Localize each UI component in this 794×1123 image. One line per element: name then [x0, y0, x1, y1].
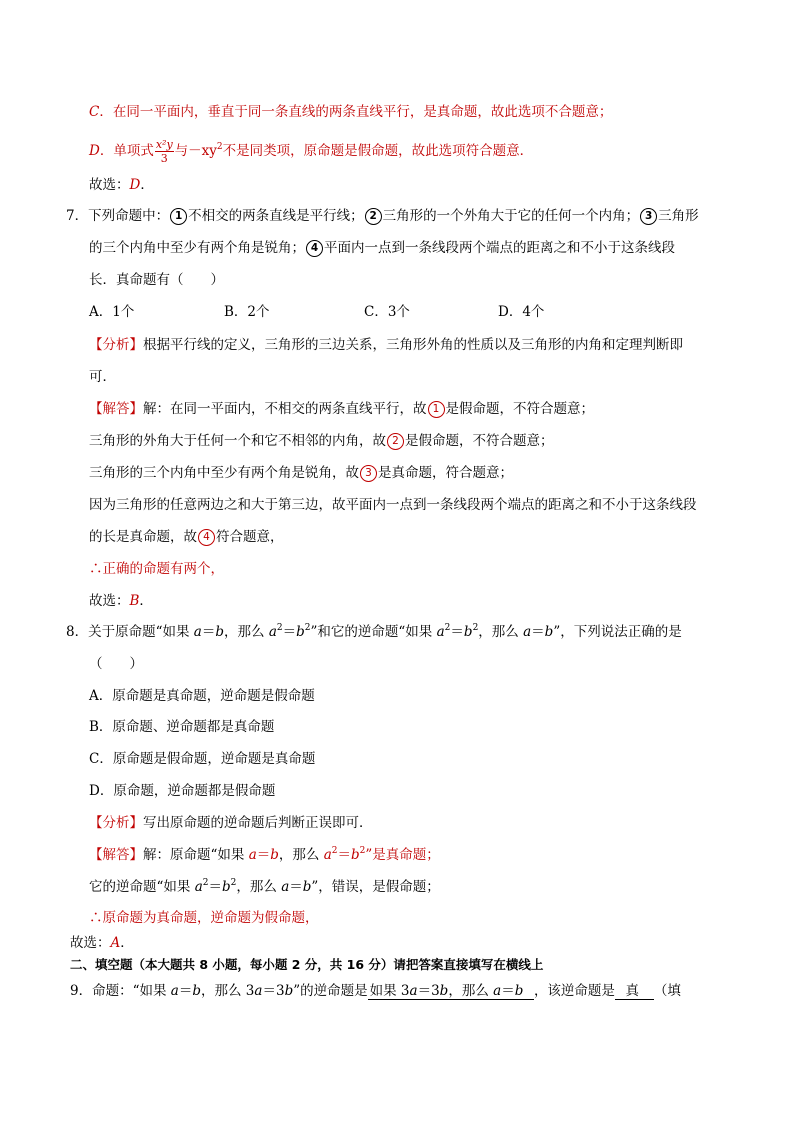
q7-stem-text: 的三个内角中至少有两个角是锐角； [89, 240, 305, 256]
q8-final-answer [70, 933, 134, 953]
var-b: b [544, 624, 554, 640]
q8-stem-text: ”，下列说法正确的是 [553, 624, 682, 640]
circled-number-3: 3 [640, 208, 657, 225]
var-b: b [351, 847, 360, 863]
q9-text: ，该逆命题是 [533, 983, 615, 999]
q8-stem-text: ”和它的逆命题“如果 [310, 624, 437, 640]
q9-text: ”的逆命题是 [293, 983, 368, 999]
q8-solution-text: ，那么 [278, 847, 324, 863]
var-a: a [323, 847, 332, 863]
circled-number-1: 1 [428, 401, 445, 418]
q7-final-end: ． [139, 593, 153, 609]
equals-sign: ＝ [337, 847, 352, 863]
q7-solution-line-5 [89, 527, 284, 547]
q8-conclusion: ∴原命题为真命题，逆命题为假命题， [89, 910, 319, 926]
var-a: a [254, 983, 263, 999]
q9-stem [70, 981, 681, 1001]
monomial-fraction [155, 138, 174, 165]
q8-analysis-text: 写出原命题的逆命题后判断正误即可． [143, 815, 373, 831]
q8-final-prefix: 故选： [70, 935, 111, 951]
exponent: 2 [331, 846, 338, 856]
var-a: a [281, 879, 290, 895]
q9-blank-text: ＝3 [417, 983, 440, 999]
q6-option-d-prefix: ．单项式 [99, 143, 154, 159]
q6-option-c-line [89, 102, 612, 122]
var-b: b [296, 624, 305, 640]
circled-number-4: 4 [198, 529, 215, 546]
var-b: b [514, 983, 524, 999]
q7-solution-line-4: 因为三角形的任意两边之和大于第三边，故平面内一点到一条线段两个端点的距离之和不小于这条线段 [89, 497, 697, 513]
q6-final-answer [89, 175, 154, 195]
q6-option-d-mid: 与－xy [174, 143, 217, 159]
equals-sign: ＝ [178, 983, 193, 999]
q8-option-d: D．原命题，逆命题都是假命题 [89, 783, 276, 799]
analysis-tag: 【分析】 [89, 337, 143, 353]
solution-tag: 【解答】 [89, 401, 143, 417]
equals-sign: ＝ [282, 624, 297, 640]
var-b: b [284, 983, 294, 999]
q7-solution-text: 是假命题，不符合题意； [445, 401, 594, 417]
q7-analysis-line-1 [89, 335, 683, 355]
q9-text: 9．命题：“如果 [70, 983, 171, 999]
equals-sign: ＝ [289, 879, 303, 895]
q7-final-letter: B [129, 593, 140, 609]
q9-blank-text: ，那么 [448, 983, 494, 999]
var-b: b [302, 879, 312, 895]
solution-tag: 【解答】 [89, 847, 143, 863]
var-a: a [170, 983, 179, 999]
equals-sign: ＝ [450, 624, 464, 640]
equals-sign: ＝ [201, 624, 216, 640]
q7-option-d: D．4个 [498, 304, 545, 320]
var-a: a [493, 983, 502, 999]
exponent: 2 [202, 878, 209, 888]
var-b: b [192, 983, 202, 999]
var-a: a [436, 624, 445, 640]
q9-blank-1[interactable] [368, 983, 534, 1000]
q8-final-end: ． [120, 935, 134, 951]
q9-blank-2[interactable] [615, 983, 654, 1000]
q9-text: （填 [653, 983, 681, 999]
q9-blank-text: 如果 3 [369, 983, 410, 999]
var-a: a [193, 624, 202, 640]
var-a: a [248, 847, 257, 863]
q9-text: ，那么 3 [201, 983, 255, 999]
q8-option-c: C．原命题是假命题，逆命题是真命题 [89, 751, 316, 767]
q7-solution-text: 的长是真命题，故 [89, 529, 197, 545]
q8-solution-text: 解：原命题“如果 [143, 847, 249, 863]
exponent: 2 [276, 623, 283, 633]
var-b: b [215, 624, 225, 640]
equals-sign: ＝ [531, 624, 545, 640]
q8-option-b: B．原命题、逆命题都是真命题 [89, 719, 275, 735]
q7-analysis-text: 根据平行线的定义，三角形的三边关系，三角形外角的性质以及三角形的内角和定理判断即 [143, 337, 683, 353]
q7-option-b: B．2个 [224, 304, 270, 320]
q6-option-c-label: C [89, 104, 100, 120]
exponent: 2 [444, 623, 451, 633]
circled-number-4: 4 [306, 240, 323, 257]
q8-stem-text: ，那么 [478, 624, 524, 640]
section-heading: 二、填空题（本大题共 8 小题，每小题 2 分，共 16 分）请把答案直接填写在横线上 [70, 957, 544, 972]
q7-conclusion: ∴正确的命题有两个， [89, 561, 224, 577]
q8-solution-text: 它的逆命题“如果 [89, 879, 195, 895]
q8-solution-text: ”，错误，是假命题； [311, 879, 440, 895]
q6-exponent: 2 [216, 142, 223, 152]
var-b: b [270, 847, 279, 863]
q7-final-answer [89, 591, 153, 611]
q8-stem-text: 8．关于原命题“如果 [66, 624, 194, 640]
q6-option-d-label: D [89, 143, 100, 159]
q7-stem-text: 平面内一点到一条线段两个端点的距离之和不小于这条线段 [324, 240, 675, 256]
q6-final-letter: D [129, 177, 141, 193]
exponent: 2 [472, 623, 479, 633]
q7-analysis-line-2: 可． [89, 369, 116, 385]
q9-text: ＝3 [262, 983, 285, 999]
q7-stem-line-3: 长．真命题有（ ） [89, 272, 224, 288]
q7-solution-text: 三角形的外角大于任何一个和它不相邻的内角，故 [89, 433, 386, 449]
fraction-numerator: x²y [155, 138, 173, 151]
var-b: b [439, 983, 449, 999]
q8-solution-line-1 [89, 845, 440, 865]
q7-solution-line-1 [89, 399, 594, 419]
circled-number-2: 2 [365, 208, 382, 225]
q7-solution-line-3 [89, 463, 513, 483]
q6-final-prefix: 故选： [89, 177, 130, 193]
q8-option-a: A．原命题是真命题，逆命题是假命题 [89, 688, 315, 704]
exponent: 2 [230, 878, 237, 888]
equals-sign: ＝ [208, 879, 222, 895]
q7-stem-text: 三角形 [658, 208, 699, 224]
var-a: a [523, 624, 532, 640]
q7-stem-text: 三角形的一个外角大于它的任何一个内角； [382, 208, 640, 224]
equals-sign: ＝ [256, 847, 271, 863]
q8-stem-text: ，那么 [224, 624, 269, 640]
fraction-denominator: 3 [160, 152, 168, 165]
q8-solution-text: ”是真命题； [365, 847, 440, 863]
circled-number-2: 2 [387, 433, 404, 450]
q6-final-end: ． [140, 177, 154, 193]
var-b: b [463, 624, 473, 640]
q7-stem-text: 不相交的两条直线是平行线； [188, 208, 364, 224]
q7-solution-text: 三角形的三个内角中至少有两个角是锐角，故 [89, 465, 359, 481]
q9-blank-answer: 真 [625, 983, 640, 999]
q7-option-c: C．3个 [364, 304, 410, 320]
exponent: 2 [304, 623, 311, 633]
q7-solution-text: 符合题意， [216, 529, 284, 545]
var-a: a [268, 624, 277, 640]
q7-solution-text: 解：在同一平面内，不相交的两条直线平行，故 [143, 401, 427, 417]
q7-solution-text: 是假命题，不符合题意； [405, 433, 554, 449]
q7-final-prefix: 故选： [89, 593, 130, 609]
var-a: a [194, 879, 203, 895]
q8-analysis [89, 813, 373, 833]
equals-sign: ＝ [501, 983, 515, 999]
q8-final-letter: A [110, 935, 121, 951]
q6-option-c-text: ．在同一平面内，垂直于同一条直线的两条直线平行，是真命题，故此选项不合题意； [99, 104, 613, 120]
q7-solution-text: 是真命题，符合题意； [378, 465, 513, 481]
circled-number-3: 3 [360, 465, 377, 482]
q8-stem-line-1 [66, 622, 682, 642]
var-a: a [409, 983, 418, 999]
q6-option-d-suffix: 不是同类项，原命题是假命题，故此选项符合题意． [222, 143, 534, 159]
q7-solution-line-2 [89, 431, 554, 451]
q7-option-a: A．1个 [89, 304, 135, 320]
var-b: b [222, 879, 231, 895]
q7-stem-line-1 [66, 206, 699, 226]
q7-stem-line-2 [89, 238, 675, 258]
exponent: 2 [359, 846, 366, 856]
q8-solution-text: ，那么 [236, 879, 282, 895]
q8-solution-line-2 [89, 877, 440, 897]
circled-number-1: 1 [170, 208, 187, 225]
q6-option-d-line [89, 138, 533, 165]
q7-stem-text: 7．下列命题中： [66, 208, 170, 224]
q8-stem-line-2: （ ） [89, 656, 143, 672]
analysis-tag: 【分析】 [89, 815, 143, 831]
